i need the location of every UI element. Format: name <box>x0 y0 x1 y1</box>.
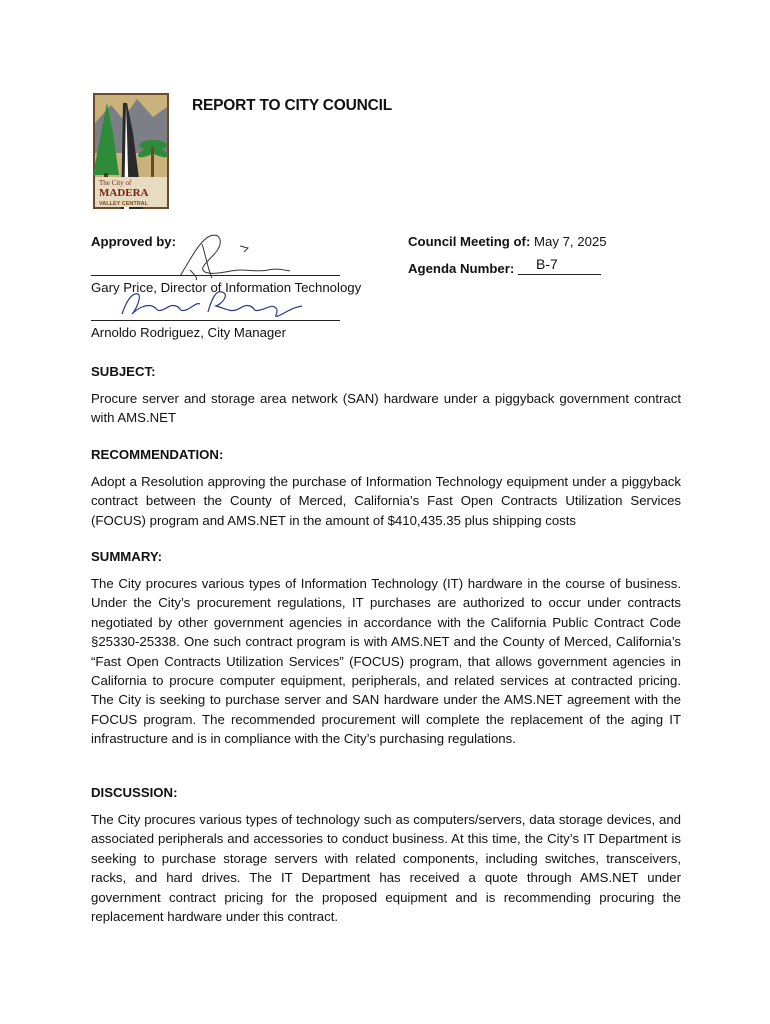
subject-body: Procure server and storage area network (SAN) hardware under a piggyback government contract with AMS.NET <box>91 391 681 426</box>
agenda-number-line <box>518 274 601 275</box>
council-meeting-line <box>408 233 607 251</box>
summary-heading: SUMMARY: <box>91 549 163 564</box>
report-title: REPORT TO CITY COUNCIL <box>192 97 392 114</box>
subject-heading: SUBJECT: <box>91 364 156 379</box>
logo-text-valley-central: VALLEY CENTRAL <box>99 201 148 207</box>
discussion-body: The City procures various types of technology such as computers/servers, data storage devices, and associated peripherals and accessories to conduct business. At this time, the City’s IT Department is seeking to purchase storage servers with related components, including switches, transceivers, racks, and hard drives. The IT Department has received a quote through AMS.NET under government contract pricing for the proposed equipment and is recommending procuring the replacement hardware under this contract. <box>91 812 681 925</box>
agenda-number-label: Agenda Number: <box>408 261 515 276</box>
approved-by-label: Approved by: <box>91 234 176 249</box>
council-meeting-date: May 7, 2025 <box>534 234 607 249</box>
signature-gary-price <box>150 230 300 280</box>
signature-arnoldo-rodriguez <box>112 282 312 322</box>
council-meeting-label: Council Meeting of: <box>408 234 531 249</box>
logo-text-madera: MADERA <box>99 187 149 199</box>
discussion-heading: DISCUSSION: <box>91 785 178 800</box>
summary-body: The City procures various types of Information Technology (IT) hardware in the course of business. Under the City’s procurement regulations, IT purchases are authorized to occur under contracts negotiated by other government agencies in accordance with the California Public Contract Code §25330-25338. One such contract program is with AMS.NET and the County of Merced, California’s “Fast Open Contracts Utilization Services” (FOCUS) program, that allows government agencies in California to procure computer equipment, peripherals, and related services at contracted pricing. The City is seeking to purchase server and SAN hardware under the AMS.NET agreement with the FOCUS program. The recommended procurement will complete the replacement of the aging IT infrastructure and is in compliance with the City’s purchasing regulations. <box>91 576 681 747</box>
agenda-number-value: B-7 <box>536 256 558 272</box>
approver-2-name: Arnoldo Rodriguez, City Manager <box>91 325 286 340</box>
recommendation-body: Adopt a Resolution approving the purchase of Information Technology equipment under a piggyback contract between the County of Merced, California’s Fast Open Contracts Utilization Services (FOCUS) program and AMS.NET in the amount of $410,435.35 plus shipping costs <box>91 474 681 528</box>
city-of-madera-logo <box>93 93 169 209</box>
recommendation-heading: RECOMMENDATION: <box>91 447 224 462</box>
approver-1-name: Gary Price, Director of Information Technology <box>91 280 362 295</box>
logo-text-city-of: The City of <box>99 179 132 187</box>
